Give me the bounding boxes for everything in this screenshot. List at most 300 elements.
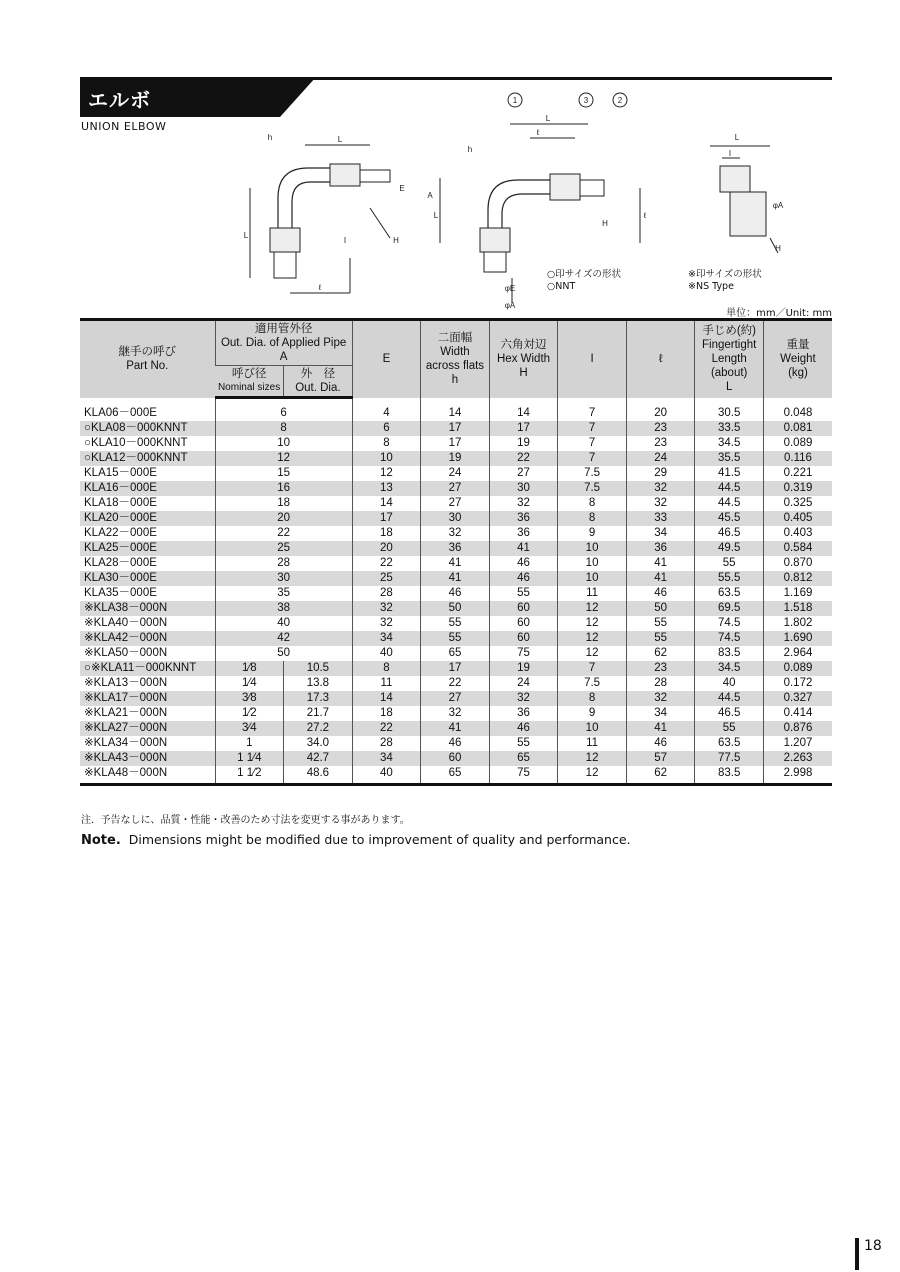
table-row <box>80 616 832 631</box>
table-cell: 32 <box>626 481 695 496</box>
table-cell: 0.172 <box>763 676 832 691</box>
table-cell: 14 <box>352 496 421 511</box>
table-cell: 75 <box>489 766 558 785</box>
table-cell: 21.7 <box>284 706 353 721</box>
svg-text:L: L <box>734 133 740 142</box>
legend-ns-type: ※印サイズの形状 ※NS Type <box>688 269 762 292</box>
table-cell: 27 <box>421 481 490 496</box>
table-cell: 8 <box>558 691 627 706</box>
table-cell: 1⁄8 <box>215 661 284 676</box>
table-cell: 22 <box>489 451 558 466</box>
table-cell: 41 <box>421 571 490 586</box>
header-applied-pipe: 適用管外径 Out. Dia. of Applied Pipe A <box>215 320 352 366</box>
table-cell: 1.518 <box>763 601 832 616</box>
table-row <box>80 766 832 785</box>
table-cell: 33 <box>626 511 695 526</box>
table-row <box>80 406 832 421</box>
table-row <box>80 631 832 646</box>
table-cell: 27 <box>421 496 490 511</box>
table-cell: 46 <box>489 721 558 736</box>
table-cell: 0.414 <box>763 706 832 721</box>
table-cell: 20 <box>352 541 421 556</box>
table-cell: 1.802 <box>763 616 832 631</box>
table-cell: KLA06－000E <box>84 407 157 419</box>
table-cell: 24 <box>626 451 695 466</box>
table-row <box>80 601 832 616</box>
table-cell: 65 <box>421 766 490 785</box>
table-cell: 41 <box>626 571 695 586</box>
table-cell: 12 <box>558 631 627 646</box>
svg-text:h: h <box>267 133 273 142</box>
table-cell: 0.221 <box>763 466 832 481</box>
table-cell: 55 <box>489 586 558 601</box>
table-cell: 9 <box>558 526 627 541</box>
table-cell: 8 <box>215 421 352 436</box>
table-cell: 22 <box>421 676 490 691</box>
table-cell: 13 <box>352 481 421 496</box>
header-part-no: 継手の呼び Part No. <box>80 320 215 398</box>
table-cell: 17 <box>352 511 421 526</box>
page-title: エルボ <box>88 88 151 112</box>
table-row <box>80 451 832 466</box>
table-cell: ※KLA27－000N <box>80 721 215 736</box>
table-cell: 32 <box>352 616 421 631</box>
table-cell: 23 <box>626 421 695 436</box>
table-cell: ○KLA08－000KNNT <box>80 421 215 436</box>
table-cell: 35 <box>215 586 352 601</box>
header-i: I <box>558 320 627 398</box>
table-cell: 18 <box>352 706 421 721</box>
table-cell: 46.5 <box>695 526 764 541</box>
note-english: Note. Dimensions might be modified due to improvement of quality and performance. <box>81 832 631 848</box>
page-subtitle: UNION ELBOW <box>81 120 167 133</box>
table-cell: 25 <box>215 541 352 556</box>
table-cell: 12 <box>558 646 627 661</box>
table-cell: 36 <box>421 541 490 556</box>
table-cell: 36 <box>489 706 558 721</box>
table-cell: 45.5 <box>695 511 764 526</box>
svg-text:ℓ: ℓ <box>643 211 647 220</box>
table-cell: ○※KLA11－000KNNT <box>80 661 215 676</box>
table-cell: 12 <box>215 451 352 466</box>
table-row <box>80 646 832 661</box>
header-out-dia: 外 径 Out. Dia. <box>284 366 353 398</box>
table-cell: 74.5 <box>695 631 764 646</box>
svg-text:ℓ: ℓ <box>536 128 540 137</box>
table-cell: KLA28－000E <box>84 557 157 569</box>
table-cell: 8 <box>558 511 627 526</box>
table-cell: 30.5 <box>695 406 764 421</box>
table-cell: 30 <box>215 571 352 586</box>
table-cell: 34 <box>626 706 695 721</box>
table-cell: 46 <box>626 586 695 601</box>
callout-2: 2 <box>617 96 623 105</box>
table-cell: 83.5 <box>695 646 764 661</box>
table-cell: 1 1⁄2 <box>215 766 284 785</box>
table-cell: 60 <box>421 751 490 766</box>
table-cell: 30 <box>489 481 558 496</box>
table-cell: 10 <box>558 541 627 556</box>
svg-text:L: L <box>545 114 551 123</box>
table-cell: ※KLA21－000N <box>84 707 168 719</box>
table-cell: 55 <box>421 631 490 646</box>
legend-nnt: ○印サイズの形状 ○NNT <box>547 269 622 292</box>
table-row <box>80 571 832 586</box>
table-cell: 28 <box>215 556 352 571</box>
table-cell: ○KLA10－000KNNT <box>84 437 188 449</box>
table-cell: 0.048 <box>763 406 832 421</box>
table-cell: 23 <box>626 436 695 451</box>
table-cell: 22 <box>215 526 352 541</box>
table-cell: 35.5 <box>695 451 764 466</box>
table-cell: 28 <box>626 676 695 691</box>
table-cell: 0.325 <box>763 496 832 511</box>
callout-3: 3 <box>583 96 589 105</box>
table-cell: 62 <box>626 646 695 661</box>
note-japanese: 注. 予告なしに、品質・性能・改善のため寸法を変更する事があります。 <box>81 815 410 826</box>
table-row <box>80 691 832 706</box>
table-cell: 7.5 <box>558 676 627 691</box>
table-cell: 7.5 <box>558 466 627 481</box>
table-cell: ※KLA43－000N <box>80 751 215 766</box>
table-cell: 55 <box>695 721 764 736</box>
table-cell: 50 <box>215 646 352 661</box>
table-cell: 11 <box>352 676 421 691</box>
table-cell: 32 <box>421 526 490 541</box>
table-cell: 46 <box>489 556 558 571</box>
table-cell: 40 <box>215 616 352 631</box>
table-cell: ※KLA17－000N <box>80 691 215 706</box>
header-l: ℓ <box>626 320 695 398</box>
table-cell: 0.876 <box>763 721 832 736</box>
table-cell: 8 <box>558 496 627 511</box>
table-cell: ※KLA40－000N <box>84 617 168 629</box>
table-cell: 19 <box>489 436 558 451</box>
table-row <box>80 496 832 511</box>
table-cell: 55 <box>489 736 558 751</box>
svg-text:φA: φA <box>504 301 516 310</box>
table-cell: 16 <box>215 481 352 496</box>
table-cell: 50 <box>626 601 695 616</box>
table-cell: 46 <box>421 586 490 601</box>
header-weight: 重量 Weight (kg) <box>763 320 832 398</box>
table-cell: 41.5 <box>695 466 764 481</box>
table-cell: 19 <box>489 661 558 676</box>
table-cell: 44.5 <box>695 481 764 496</box>
table-row <box>80 556 832 571</box>
table-row <box>80 421 832 436</box>
table-cell: 24 <box>421 466 490 481</box>
table-cell: 36 <box>626 541 695 556</box>
table-cell: 0.403 <box>763 526 832 541</box>
table-cell: 8 <box>352 661 421 676</box>
page-number-bar <box>855 1238 859 1270</box>
table-cell: 41 <box>626 556 695 571</box>
table-row <box>80 706 832 721</box>
table-cell: 1.207 <box>763 736 832 751</box>
svg-text:H: H <box>393 236 399 245</box>
table-row <box>80 751 832 766</box>
table-cell: 12 <box>558 766 627 785</box>
table-cell: 32 <box>626 496 695 511</box>
table-cell: 22 <box>352 556 421 571</box>
table-cell: 11 <box>558 736 627 751</box>
table-row <box>80 481 832 496</box>
table-cell: 32 <box>489 496 558 511</box>
svg-text:I: I <box>343 236 347 245</box>
svg-text:A: A <box>427 191 433 200</box>
table-cell: 55 <box>421 616 490 631</box>
table-cell: 40 <box>695 676 764 691</box>
table-cell: 28 <box>352 736 421 751</box>
table-cell: 32 <box>489 691 558 706</box>
svg-text:h: h <box>467 145 473 154</box>
table-cell: ※KLA13－000N <box>84 677 168 689</box>
table-cell: 55 <box>626 616 695 631</box>
table-cell: 30 <box>421 511 490 526</box>
table-cell: 46 <box>626 736 695 751</box>
table-cell: 75 <box>489 646 558 661</box>
table-cell: 14 <box>352 691 421 706</box>
table-cell: 12 <box>558 751 627 766</box>
table-cell: 41 <box>626 721 695 736</box>
table-cell: 10 <box>558 721 627 736</box>
table-cell: 12 <box>558 601 627 616</box>
table-cell: ○KLA12－000KNNT <box>80 451 215 466</box>
table-cell: 10 <box>558 571 627 586</box>
table-cell: 34 <box>352 751 421 766</box>
table-cell: 20 <box>626 406 695 421</box>
table-cell: 44.5 <box>695 691 764 706</box>
table-cell: 1⁄4 <box>215 676 284 691</box>
table-cell: 17 <box>421 421 490 436</box>
callout-1: 1 <box>512 96 518 105</box>
table-cell: 2.263 <box>763 751 832 766</box>
table-cell: 34.5 <box>695 661 764 676</box>
table-cell: 32 <box>352 601 421 616</box>
table-cell: ※KLA34－000N <box>84 737 168 749</box>
table-cell: 63.5 <box>695 736 764 751</box>
table-cell: 6 <box>352 421 421 436</box>
table-cell: 60 <box>489 601 558 616</box>
table-cell: 3⁄4 <box>215 721 284 736</box>
table-row <box>80 721 832 736</box>
table-cell: KLA25－000E <box>80 541 215 556</box>
table-cell: 48.6 <box>284 766 353 785</box>
header-nominal: 呼び径 Nominal sizes <box>215 366 284 398</box>
table-cell: 46 <box>489 571 558 586</box>
table-cell: 14 <box>489 406 558 421</box>
table-cell: 0.584 <box>763 541 832 556</box>
table-cell: 28 <box>352 586 421 601</box>
page-number: 18 <box>864 1238 882 1254</box>
table-cell: 46 <box>421 736 490 751</box>
table-cell: 42.7 <box>284 751 353 766</box>
table-cell: 27.2 <box>284 721 353 736</box>
table-cell: 0.319 <box>763 481 832 496</box>
table-cell: 1 <box>215 736 284 751</box>
table-cell: 34 <box>352 631 421 646</box>
table-cell: 4 <box>352 406 421 421</box>
unit-label: 単位：mm／Unit: mm <box>726 308 832 319</box>
header-width: 二面幅 Width across flats h <box>421 320 490 398</box>
table-cell: 0.405 <box>763 511 832 526</box>
table-cell: 44.5 <box>695 496 764 511</box>
table-cell: 60 <box>489 631 558 646</box>
table-cell: 11 <box>558 586 627 601</box>
table-cell: 33.5 <box>695 421 764 436</box>
table-cell: 40 <box>352 766 421 785</box>
table-cell: 55 <box>695 556 764 571</box>
table-cell: 1⁄2 <box>215 706 284 721</box>
table-cell: 24 <box>489 676 558 691</box>
table-cell: 36 <box>489 511 558 526</box>
table-cell: 0.870 <box>763 556 832 571</box>
table-cell: 0.327 <box>763 691 832 706</box>
table-cell: 60 <box>489 616 558 631</box>
table-cell: KLA35－000E <box>84 587 157 599</box>
table-cell: 57 <box>626 751 695 766</box>
table-cell: 13.8 <box>284 676 353 691</box>
table-cell: ※KLA38－000N <box>80 601 215 616</box>
header-hex-width: 六角対辺 Hex Width H <box>489 320 558 398</box>
table-cell: 55 <box>626 631 695 646</box>
table-cell: 46.5 <box>695 706 764 721</box>
table-cell: 25 <box>352 571 421 586</box>
table-cell: 7.5 <box>558 481 627 496</box>
table-cell: 14 <box>421 406 490 421</box>
table-cell: 41 <box>421 556 490 571</box>
table-cell: 41 <box>489 541 558 556</box>
table-cell: 19 <box>421 451 490 466</box>
table-cell: 34.5 <box>695 436 764 451</box>
table-cell: 27 <box>489 466 558 481</box>
table-cell: 83.5 <box>695 766 764 785</box>
table-row <box>80 466 832 481</box>
table-cell: 20 <box>215 511 352 526</box>
table-cell: 23 <box>626 661 695 676</box>
svg-text:E: E <box>399 184 405 193</box>
svg-text:L: L <box>243 231 249 240</box>
table-cell: KLA15－000E <box>84 467 157 479</box>
table-cell: KLA16－000E <box>80 481 215 496</box>
table-cell: 50 <box>421 601 490 616</box>
table-cell: 29 <box>626 466 695 481</box>
table-cell: 0.812 <box>763 571 832 586</box>
table-cell: KLA18－000E <box>84 497 157 509</box>
table-cell: 0.089 <box>763 661 832 676</box>
header-e: E <box>352 320 421 398</box>
svg-text:H: H <box>602 219 608 228</box>
table-cell: 49.5 <box>695 541 764 556</box>
table-cell: KLA30－000E <box>80 571 215 586</box>
table-cell: 7 <box>558 436 627 451</box>
table-cell: 22 <box>352 721 421 736</box>
table-cell: 69.5 <box>695 601 764 616</box>
table-cell: 65 <box>421 646 490 661</box>
table-cell: ※KLA42－000N <box>80 631 215 646</box>
table-cell: 7 <box>558 451 627 466</box>
table-cell: 0.089 <box>763 436 832 451</box>
table-cell: 1 1⁄4 <box>215 751 284 766</box>
table-cell: 0.116 <box>763 451 832 466</box>
table-cell: 18 <box>215 496 352 511</box>
table-row <box>80 661 832 676</box>
table-cell: KLA22－000E <box>84 527 157 539</box>
table-cell: 10.5 <box>284 661 353 676</box>
table-cell: 36 <box>489 526 558 541</box>
table-cell: 10 <box>558 556 627 571</box>
table-cell: 62 <box>626 766 695 785</box>
table-cell: 15 <box>215 466 352 481</box>
table-cell: ※KLA50－000N <box>84 647 168 659</box>
table-cell: KLA20－000E <box>80 511 215 526</box>
table-cell: 34.0 <box>284 736 353 751</box>
table-row <box>80 436 832 451</box>
table-cell: 27 <box>421 691 490 706</box>
svg-text:φA: φA <box>772 201 784 210</box>
svg-text:L: L <box>433 211 439 220</box>
table-cell: 32 <box>626 691 695 706</box>
table-cell: 17.3 <box>284 691 353 706</box>
table-cell: 32 <box>421 706 490 721</box>
table-cell: 6 <box>215 406 352 421</box>
svg-text:H: H <box>775 244 781 253</box>
svg-text:φE: φE <box>504 284 516 293</box>
table-row <box>80 676 832 691</box>
table-cell: 7 <box>558 406 627 421</box>
table-cell: 55.5 <box>695 571 764 586</box>
table-cell: 17 <box>421 436 490 451</box>
table-row <box>80 511 832 526</box>
svg-text:I: I <box>728 149 732 158</box>
table-cell: 63.5 <box>695 586 764 601</box>
table-cell: 12 <box>558 616 627 631</box>
table-cell: 8 <box>352 436 421 451</box>
table-cell: 2.998 <box>763 766 832 785</box>
table-cell: 38 <box>215 601 352 616</box>
table-cell: ※KLA48－000N <box>80 766 215 785</box>
table-cell: 1.690 <box>763 631 832 646</box>
table-row <box>80 586 832 601</box>
table-cell: 17 <box>489 421 558 436</box>
svg-text:L: L <box>337 135 343 144</box>
table-cell: 17 <box>421 661 490 676</box>
table-row <box>80 736 832 751</box>
header-fingertight: 手じめ(約) Fingertight Length (about) L <box>695 320 764 398</box>
table-row <box>80 541 832 556</box>
table-cell: 0.081 <box>763 421 832 436</box>
spec-table <box>80 318 832 786</box>
table-cell: 18 <box>352 526 421 541</box>
table-row <box>80 526 832 541</box>
table-cell: 7 <box>558 661 627 676</box>
table-cell: 10 <box>352 451 421 466</box>
table-cell: 41 <box>421 721 490 736</box>
table-cell: 9 <box>558 706 627 721</box>
table-cell: 3⁄8 <box>215 691 284 706</box>
table-cell: 34 <box>626 526 695 541</box>
table-cell: 7 <box>558 421 627 436</box>
table-cell: 1.169 <box>763 586 832 601</box>
table-cell: 10 <box>215 436 352 451</box>
table-cell: 65 <box>489 751 558 766</box>
table-cell: 2.964 <box>763 646 832 661</box>
table-cell: 77.5 <box>695 751 764 766</box>
svg-text:ℓ: ℓ <box>318 283 322 292</box>
table-cell: 42 <box>215 631 352 646</box>
table-cell: 74.5 <box>695 616 764 631</box>
